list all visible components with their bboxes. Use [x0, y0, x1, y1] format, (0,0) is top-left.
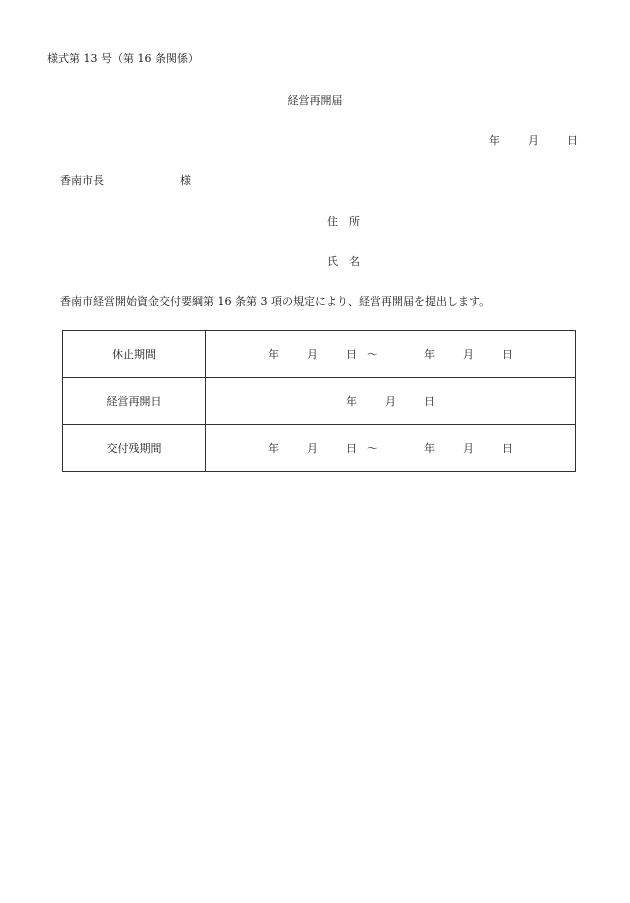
- date-month-label: 月: [528, 134, 539, 147]
- from-day-label: 日: [346, 442, 357, 455]
- remaining-period-label: 交付残期間: [63, 425, 206, 472]
- from-month-label: 月: [307, 442, 318, 455]
- to-year-label: 年: [424, 348, 435, 361]
- to-month-label: 月: [463, 442, 474, 455]
- resumption-date-label: 経営再開日: [63, 378, 206, 425]
- from-year-label: 年: [268, 348, 279, 361]
- year-label: 年: [346, 395, 357, 408]
- to-year-label: 年: [424, 442, 435, 455]
- day-label: 日: [424, 395, 435, 408]
- from-day-label: 日: [346, 348, 357, 361]
- addressee-name: 香南市長: [60, 174, 104, 187]
- resumption-date-value: [206, 378, 576, 425]
- submission-date: [489, 132, 578, 148]
- info-table: [62, 330, 576, 472]
- remaining-period-value: [206, 425, 576, 472]
- addressee: [60, 172, 191, 188]
- form-number: 様式第 13 号（第 16 条関係）: [47, 52, 199, 65]
- from-year-label: 年: [268, 442, 279, 455]
- suspension-period-value: [206, 331, 576, 378]
- to-month-label: 月: [463, 348, 474, 361]
- addressee-honorific: 様: [180, 174, 191, 187]
- range-separator: ～: [367, 442, 378, 455]
- table-row-remaining-period: [63, 425, 576, 472]
- table-row-suspension-period: [63, 331, 576, 378]
- document-title: 経営再開届: [287, 94, 343, 107]
- body-statement: 香南市経営開始資金交付要綱第 16 条第 3 項の規定により、経営再開届を提出します。: [60, 295, 491, 308]
- to-day-label: 日: [502, 348, 513, 361]
- table-row-resumption-date: [63, 378, 576, 425]
- to-day-label: 日: [502, 442, 513, 455]
- applicant-name-label: 氏 名: [327, 255, 360, 268]
- applicant-address-label: 住 所: [327, 215, 360, 228]
- from-month-label: 月: [307, 348, 318, 361]
- date-year-label: 年: [489, 134, 500, 147]
- range-separator: ～: [367, 348, 378, 361]
- suspension-period-label: 休止期間: [63, 331, 206, 378]
- date-day-label: 日: [567, 134, 578, 147]
- month-label: 月: [385, 395, 396, 408]
